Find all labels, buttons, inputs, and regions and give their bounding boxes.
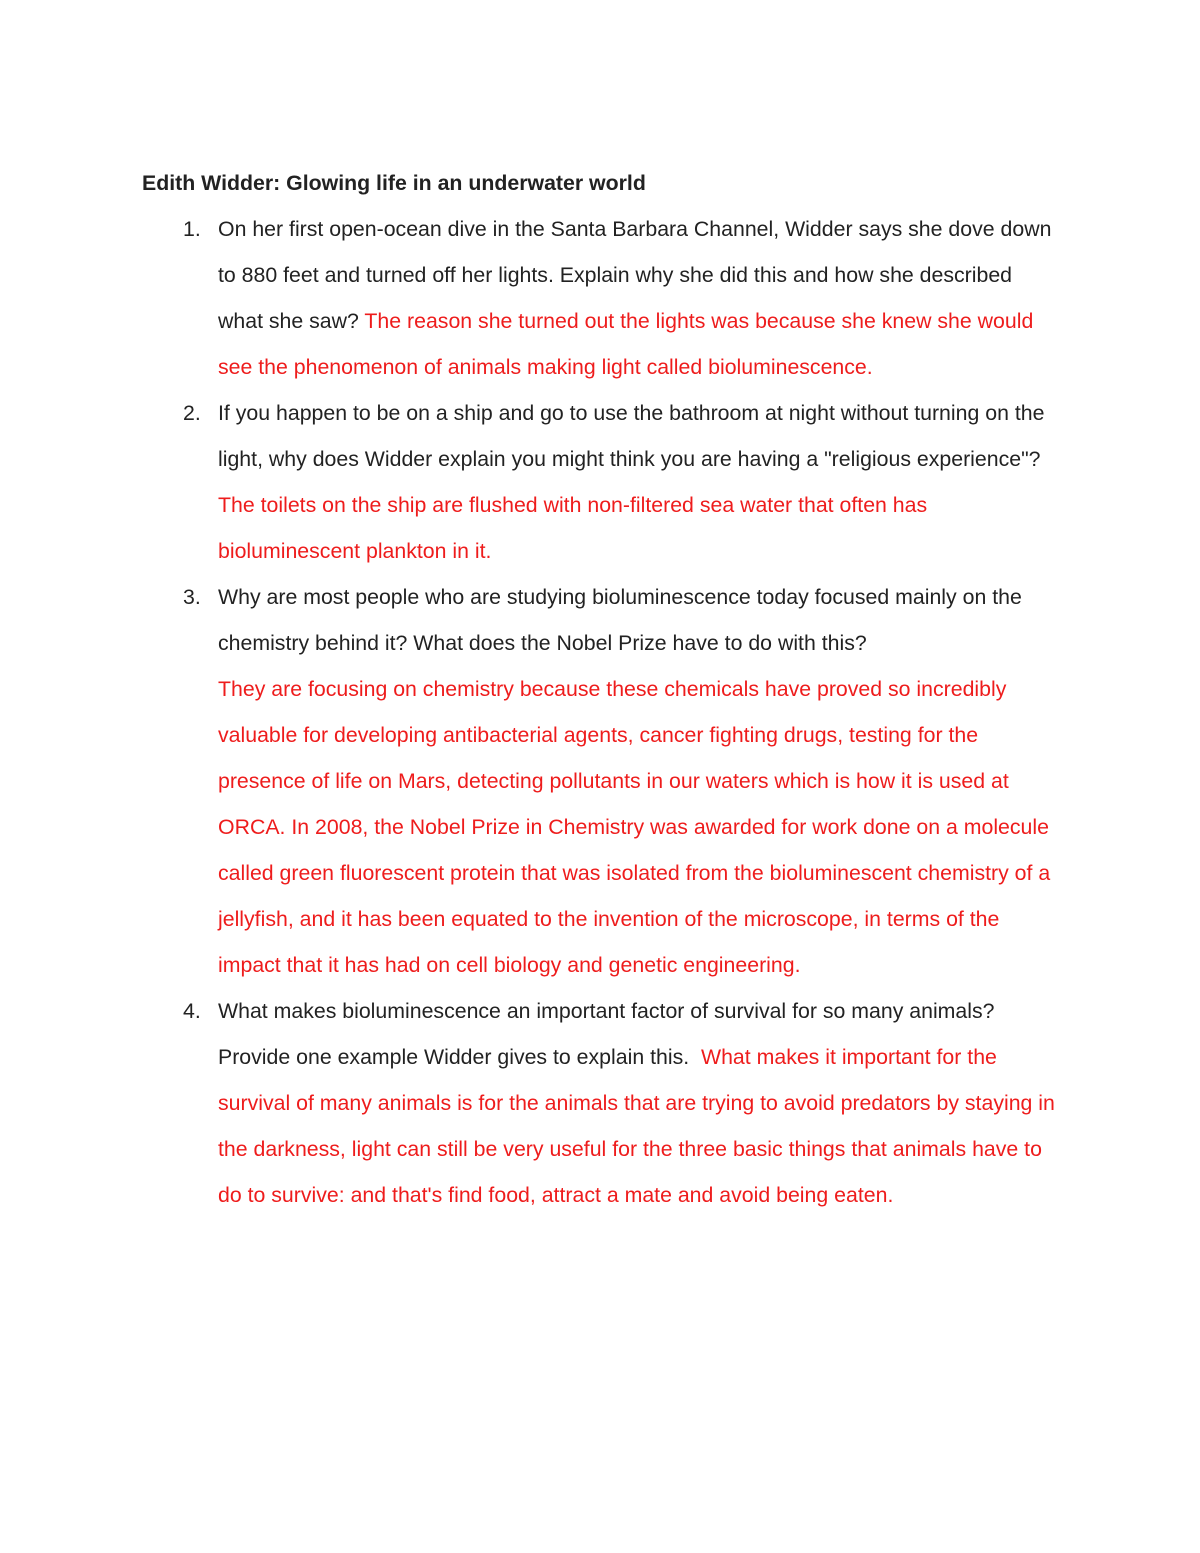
question-text: If you happen to be on a ship and go to use the bathroom at night without turning on the light, why does Widder explain you might think you are having a "religious experience"?	[218, 401, 1045, 471]
answer-text: What makes it important for the survival of many animals is for the animals that are trying to avoid predators by staying in the darkness, light can still be very useful for the three basic things that animals have to do to survive: and that's find food, attract a mate and avoid being eaten.	[218, 1045, 1055, 1207]
question-number: 2.	[183, 401, 201, 425]
question-text: Why are most people who are studying bioluminescence today focused mainly on the chemistry behind it? What does the Nobel Prize have to do with this?	[218, 585, 1022, 655]
question-number: 3.	[183, 585, 201, 609]
answer-text: The reason she turned out the lights was because she knew she would see the phenomenon of animals making light called bioluminescence.	[218, 309, 1034, 379]
document-title: Edith Widder: Glowing life in an underwater world	[142, 171, 646, 195]
question-item-3	[142, 574, 1062, 988]
question-item-4	[142, 988, 1062, 1218]
question-list	[142, 206, 1062, 1218]
answer-text: The toilets on the ship are flushed with non-filtered sea water that often has bioluminescent plankton in it.	[218, 493, 928, 563]
answer-text: They are focusing on chemistry because these chemicals have proved so incredibly valuable for developing antibacterial agents, cancer fighting drugs, testing for the presence of life on Mars, detecting pollutants in our waters which is how it is used at ORCA. In 2008, the Nobel Prize in Chemistry was awarded for work done on a molecule called green fluorescent protein that was isolated from the bioluminescent chemistry of a jellyfish, and it has been equated to the invention of the microscope, in terms of the impact that it has had on cell biology and genetic engineering.	[218, 677, 1051, 977]
document-body	[142, 160, 1062, 1218]
question-item-1	[142, 206, 1062, 390]
question-number: 4.	[183, 999, 201, 1023]
question-item-2	[142, 390, 1062, 574]
question-number: 1.	[183, 217, 201, 241]
question-text: What makes bioluminescence an important factor of survival for so many animals? Provide one example Widder gives to explain this.	[218, 999, 1001, 1069]
question-text: On her first open-ocean dive in the Santa Barbara Channel, Widder says she dove down to 880 feet and turned off her lights. Explain why she did this and how she described what she saw?	[218, 217, 1052, 333]
